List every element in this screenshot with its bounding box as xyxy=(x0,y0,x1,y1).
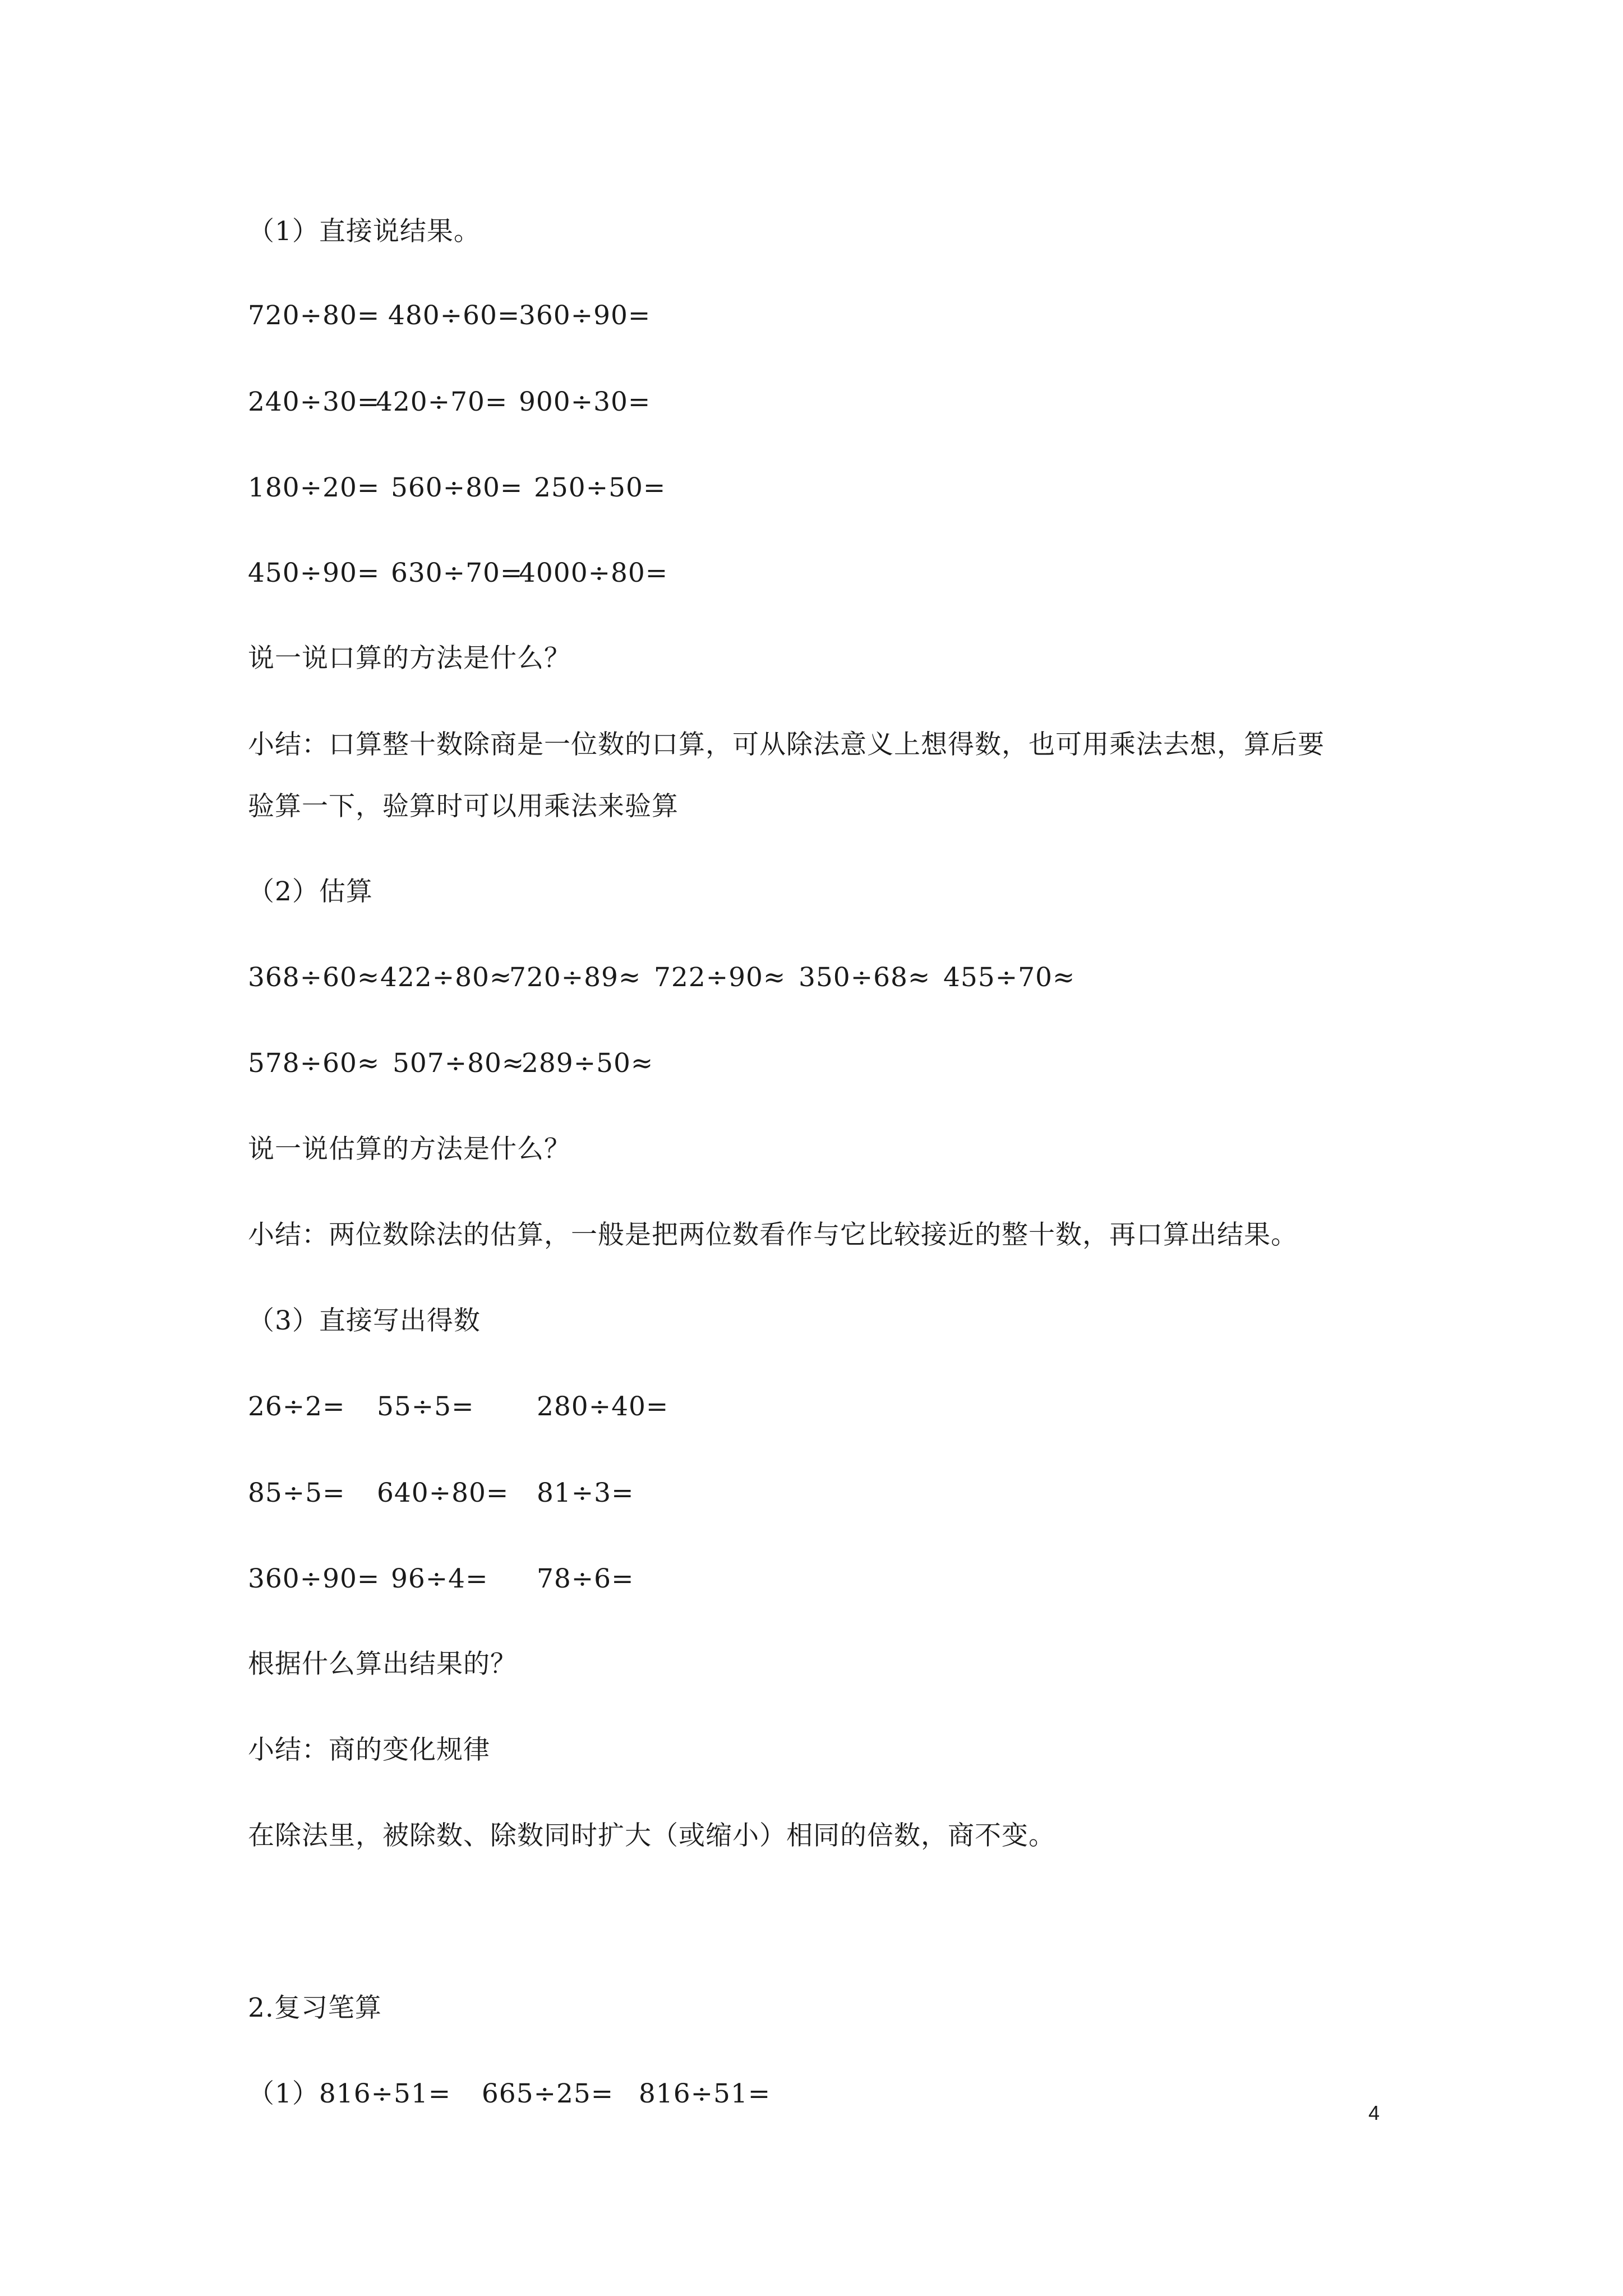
problem: 240÷30= xyxy=(248,386,380,417)
oral-row-2 xyxy=(248,385,651,419)
problem: 560÷80= xyxy=(391,472,523,503)
problem: 640÷80= xyxy=(377,1478,509,1508)
estimate-row-1 xyxy=(248,961,1075,995)
problem: 630÷70= xyxy=(391,558,523,588)
problem: 450÷90= xyxy=(248,558,380,588)
problem: 55÷5= xyxy=(377,1391,474,1422)
problem: 816÷51= xyxy=(319,2078,451,2109)
problem: 480÷60= xyxy=(388,300,520,331)
problem: 81÷3= xyxy=(537,1478,634,1508)
problem: 665÷25= xyxy=(481,2078,614,2109)
problem: 360÷90= xyxy=(519,300,651,331)
direct-row-3 xyxy=(248,1562,634,1596)
direct-row-2 xyxy=(248,1476,634,1510)
problem: 289÷50≈ xyxy=(522,1048,654,1079)
problem: 816÷51= xyxy=(638,2078,771,2109)
problem: 720÷80= xyxy=(248,300,380,331)
oral-row-1 xyxy=(248,299,651,333)
problem: 422÷80≈ xyxy=(380,962,513,993)
problem: 350÷68≈ xyxy=(799,962,931,993)
problem: 96÷4= xyxy=(391,1563,488,1594)
problem: 507÷80≈ xyxy=(393,1048,525,1079)
oral-row-3 xyxy=(248,471,666,505)
problem: 280÷40= xyxy=(537,1391,669,1422)
section2-heading: （2）估算 xyxy=(248,876,373,907)
direct-row-1 xyxy=(248,1390,668,1424)
problem: 722÷90≈ xyxy=(654,962,786,993)
estimate-summary: 小结：两位数除法的估算，一般是把两位数看作与它比较接近的整十数，再口算出结果。 xyxy=(248,1220,1298,1250)
section1-heading: （1）直接说结果。 xyxy=(248,216,481,247)
problem: 4000÷80= xyxy=(519,558,668,588)
quotient-rule: 在除法里，被除数、除数同时扩大（或缩小）相同的倍数，商不变。 xyxy=(248,1820,1055,1851)
item-number: （1） xyxy=(248,2078,319,2109)
problem: 250÷50= xyxy=(534,472,666,503)
problem: 360÷90= xyxy=(248,1563,380,1594)
oral-summary-line-1: 小结：口算整十数除商是一位数的口算，可从除法意义上想得数，也可用乘法去想，算后要 xyxy=(248,729,1325,760)
section3-heading: （3）直接写出得数 xyxy=(248,1305,481,1336)
estimate-row-2 xyxy=(248,1047,653,1080)
problem: 578÷60≈ xyxy=(248,1048,380,1079)
problem: 78÷6= xyxy=(537,1563,634,1594)
estimate-question: 说一说估算的方法是什么？ xyxy=(248,1134,571,1165)
page-number: 4 xyxy=(1368,2101,1380,2124)
problem: 85÷5= xyxy=(248,1478,345,1508)
direct-summary: 小结：商的变化规律 xyxy=(248,1734,490,1765)
problem: 455÷70≈ xyxy=(943,962,1076,993)
problem: 368÷60≈ xyxy=(248,962,380,993)
direct-question: 根据什么算出结果的？ xyxy=(248,1649,517,1680)
section4-heading: 2.复习笔算 xyxy=(248,1993,382,2023)
problem: 900÷30= xyxy=(519,386,651,417)
oral-summary-line-2: 验算一下，验算时可以用乘法来验算 xyxy=(248,791,679,822)
oral-question: 说一说口算的方法是什么？ xyxy=(248,643,571,674)
oral-row-4 xyxy=(248,556,668,590)
problem: 720÷89≈ xyxy=(509,962,642,993)
written-calc-row xyxy=(248,2077,771,2111)
problem: 180÷20= xyxy=(248,472,380,503)
problem: 26÷2= xyxy=(248,1391,345,1422)
problem: 420÷70= xyxy=(376,386,508,417)
